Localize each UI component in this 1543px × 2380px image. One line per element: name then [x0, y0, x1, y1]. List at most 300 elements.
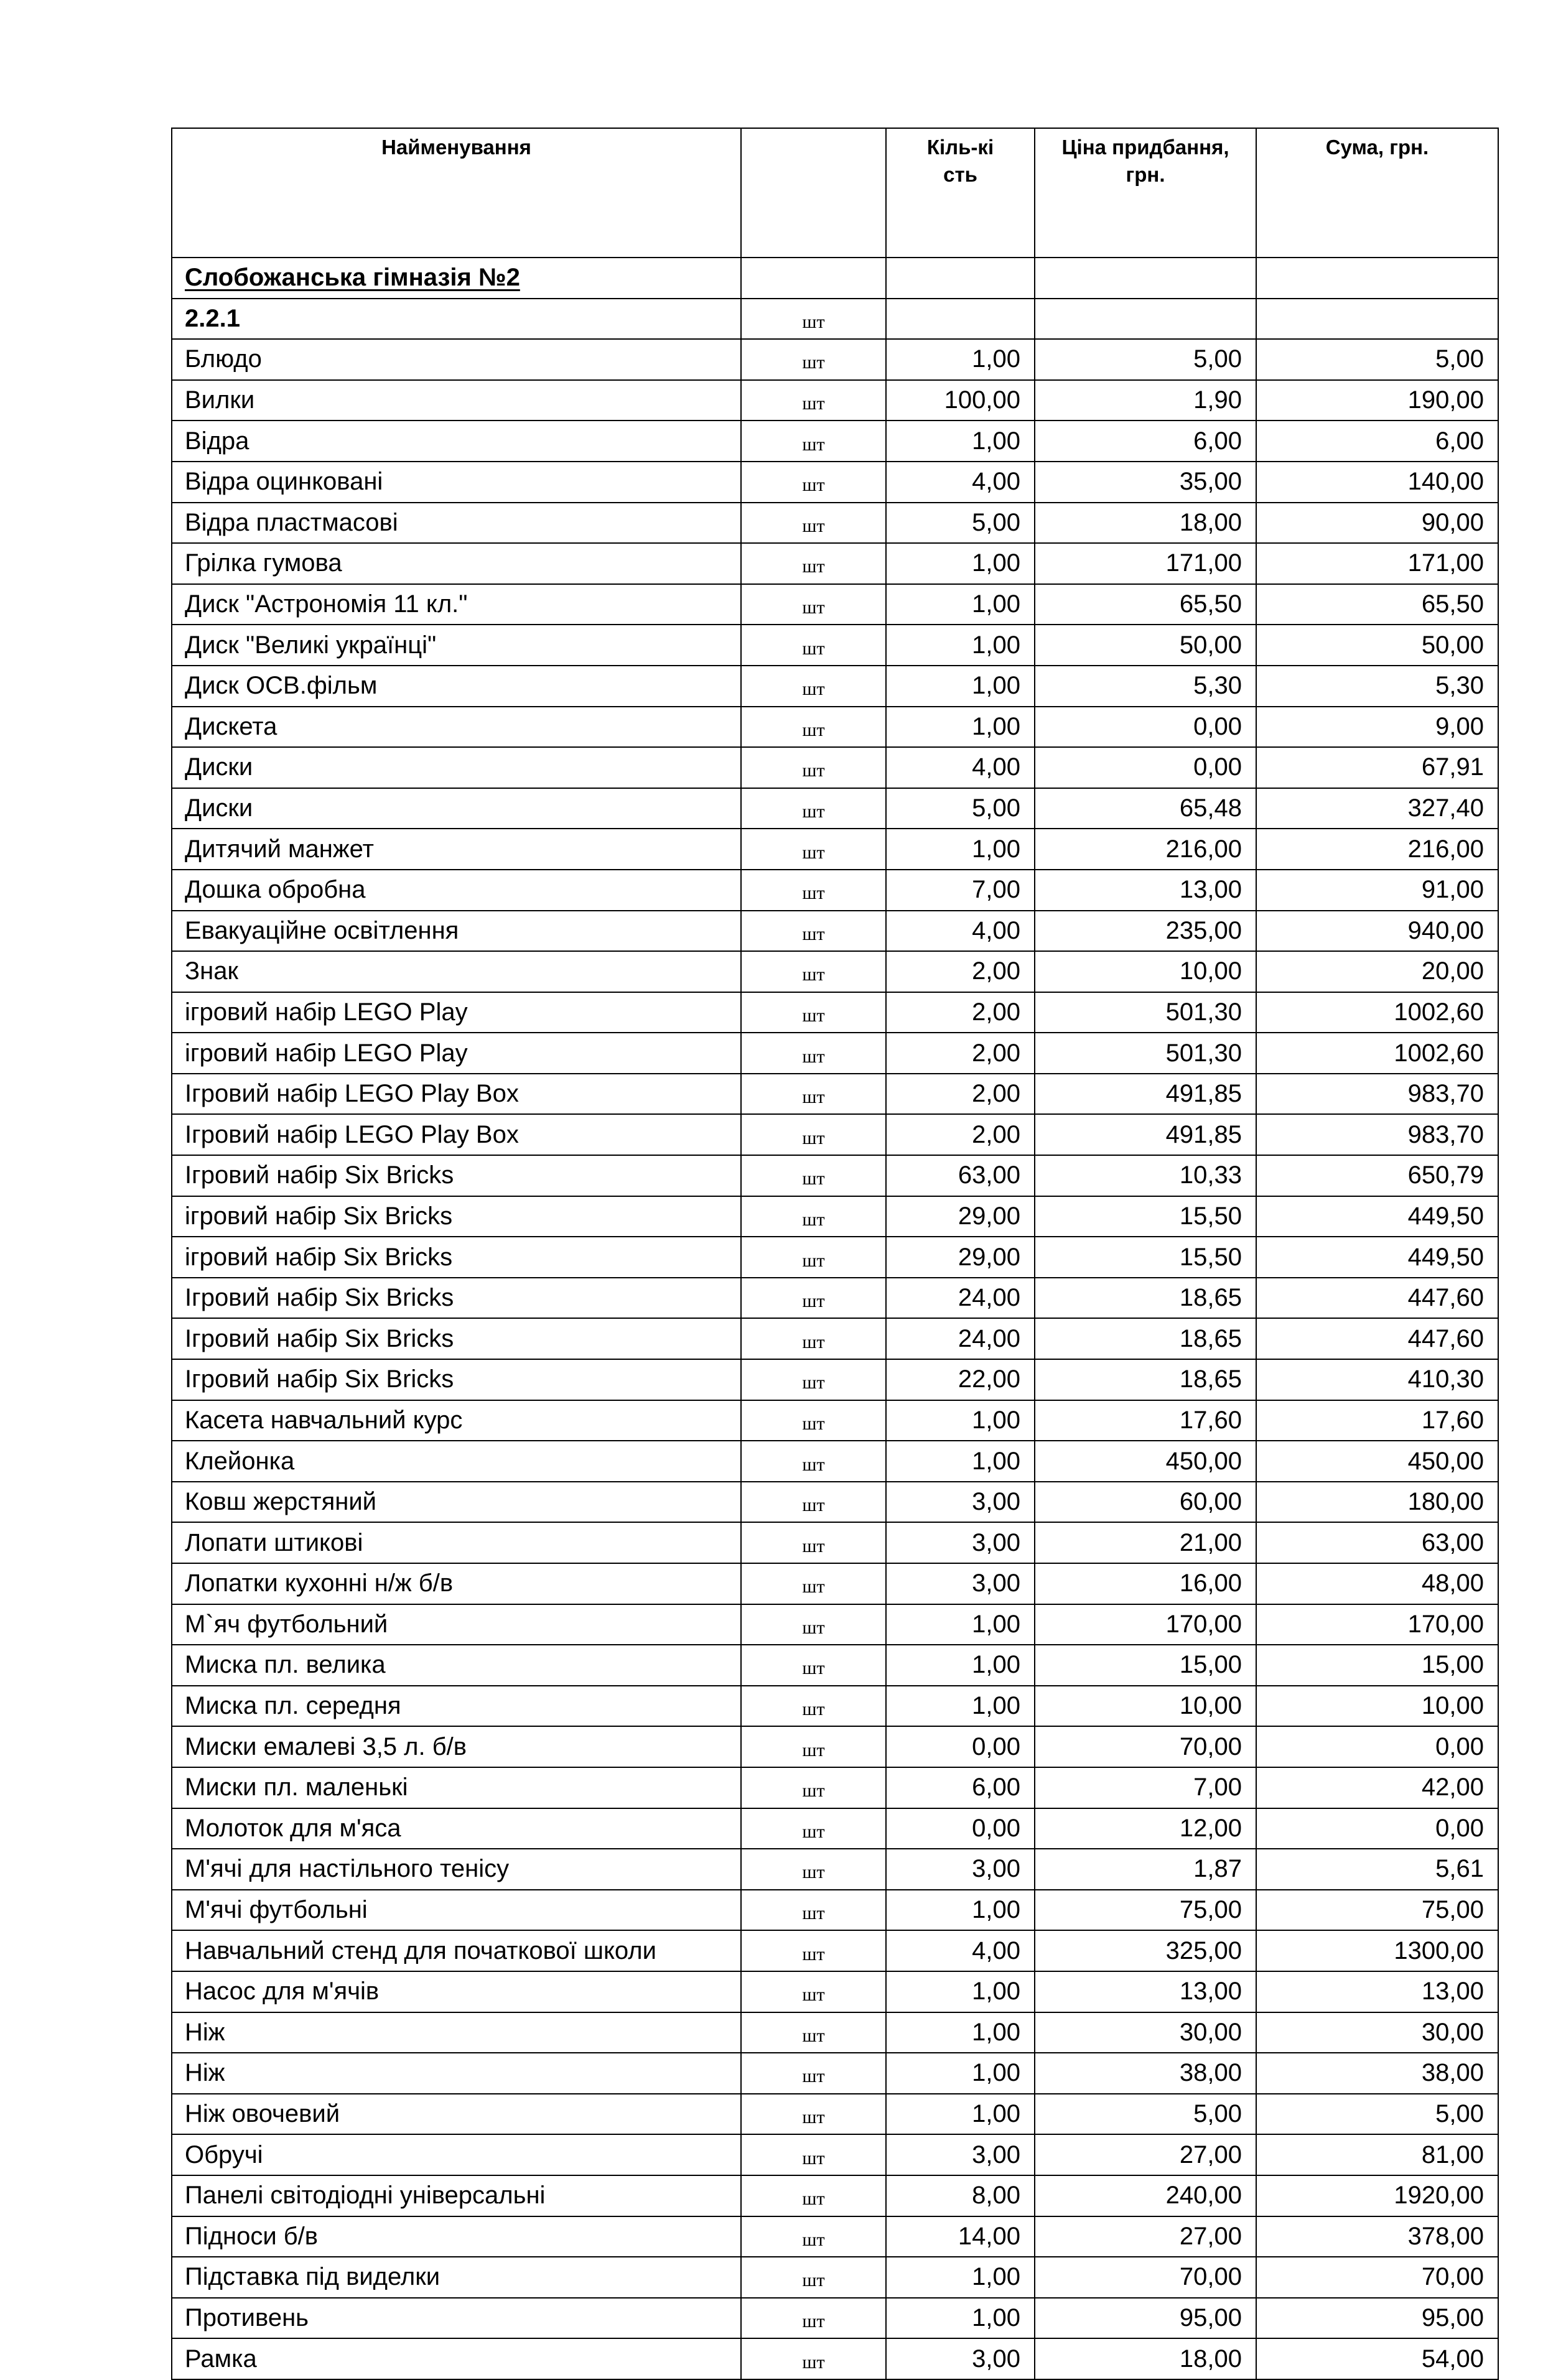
item-quantity: 1,00	[886, 829, 1035, 870]
item-unit: шт	[741, 1441, 886, 1482]
item-sum: 410,30	[1256, 1359, 1498, 1400]
item-unit: шт	[741, 1808, 886, 1849]
item-name: М`яч футбольний	[172, 1604, 741, 1645]
item-unit: шт	[741, 1074, 886, 1115]
item-unit: шт	[741, 870, 886, 911]
item-price: 75,00	[1035, 1890, 1256, 1931]
table-row	[172, 1604, 1498, 1645]
item-name: Диск "Астрономія 11 кл."	[172, 584, 741, 625]
school-row	[172, 258, 1498, 299]
item-quantity: 1,00	[886, 1971, 1035, 2012]
table-row	[172, 1522, 1498, 1563]
item-quantity: 3,00	[886, 2134, 1035, 2175]
inventory-table	[171, 128, 1499, 2380]
item-sum: 48,00	[1256, 1563, 1498, 1604]
item-unit: шт	[741, 625, 886, 666]
item-name: Евакуаційне освітлення	[172, 911, 741, 952]
item-quantity: 1,00	[886, 1645, 1035, 1686]
item-sum: 0,00	[1256, 1808, 1498, 1849]
table-row	[172, 1441, 1498, 1482]
item-price: 6,00	[1035, 421, 1256, 462]
table-row	[172, 584, 1498, 625]
item-name: Відра оцинковані	[172, 462, 741, 503]
item-sum: 940,00	[1256, 911, 1498, 952]
item-sum: 180,00	[1256, 1482, 1498, 1523]
item-quantity: 1,00	[886, 2053, 1035, 2094]
item-name: Грілка гумова	[172, 543, 741, 584]
item-sum: 5,00	[1256, 2094, 1498, 2135]
item-unit: шт	[741, 1563, 886, 1604]
item-price: 325,00	[1035, 1930, 1256, 1971]
item-price: 21,00	[1035, 1522, 1256, 1563]
item-name: Блюдо	[172, 339, 741, 380]
table-row	[172, 625, 1498, 666]
item-quantity: 3,00	[886, 2338, 1035, 2379]
item-price: 7,00	[1035, 1767, 1256, 1808]
item-unit: шт	[741, 543, 886, 584]
table-row	[172, 992, 1498, 1033]
item-name: Ніж	[172, 2053, 741, 2094]
item-sum: 0,00	[1256, 1726, 1498, 1767]
item-sum: 38,00	[1256, 2053, 1498, 2094]
table-row	[172, 503, 1498, 544]
item-quantity: 4,00	[886, 462, 1035, 503]
item-unit: шт	[741, 829, 886, 870]
item-price: 30,00	[1035, 2012, 1256, 2053]
item-name: Миски пл. маленькі	[172, 1767, 741, 1808]
item-unit: шт	[741, 2053, 886, 2094]
group-row	[172, 299, 1498, 340]
item-price: 491,85	[1035, 1114, 1256, 1155]
item-sum: 447,60	[1256, 1318, 1498, 1359]
item-quantity: 1,00	[886, 666, 1035, 707]
item-price: 0,00	[1035, 707, 1256, 748]
item-sum: 54,00	[1256, 2338, 1498, 2379]
table-row	[172, 1645, 1498, 1686]
table-row	[172, 1971, 1498, 2012]
table-row	[172, 829, 1498, 870]
table-row	[172, 1400, 1498, 1441]
item-price: 10,33	[1035, 1155, 1256, 1196]
item-unit: шт	[741, 2012, 886, 2053]
item-quantity: 2,00	[886, 1074, 1035, 1115]
item-name: Навчальний стенд для початкової школи	[172, 1930, 741, 1971]
item-sum: 81,00	[1256, 2134, 1498, 2175]
item-unit: шт	[741, 1482, 886, 1523]
item-sum: 50,00	[1256, 625, 1498, 666]
item-name: Клейонка	[172, 1441, 741, 1482]
item-quantity: 24,00	[886, 1278, 1035, 1319]
table-row	[172, 1359, 1498, 1400]
group-sum	[1256, 299, 1498, 340]
item-price: 501,30	[1035, 992, 1256, 1033]
item-price: 18,00	[1035, 503, 1256, 544]
item-name: Панелі світодіодні універсальні	[172, 2175, 741, 2216]
table-row	[172, 1196, 1498, 1237]
item-quantity: 29,00	[886, 1196, 1035, 1237]
item-quantity: 1,00	[886, 1686, 1035, 1727]
header-quantity-label: Кіль-кість	[926, 136, 994, 186]
item-price: 65,48	[1035, 788, 1256, 829]
item-unit: шт	[741, 911, 886, 952]
item-price: 18,00	[1035, 2338, 1256, 2379]
item-unit: шт	[741, 1767, 886, 1808]
table-row	[172, 421, 1498, 462]
group-unit: шт	[741, 299, 886, 340]
school-unit	[741, 258, 886, 299]
item-quantity: 1,00	[886, 2257, 1035, 2298]
item-quantity: 1,00	[886, 543, 1035, 584]
item-name: Обручі	[172, 2134, 741, 2175]
item-price: 18,65	[1035, 1359, 1256, 1400]
item-price: 12,00	[1035, 1808, 1256, 1849]
item-sum: 10,00	[1256, 1686, 1498, 1727]
item-sum: 5,00	[1256, 339, 1498, 380]
item-name: Ігровий набір Six Bricks	[172, 1278, 741, 1319]
header-price-label: Ціна придбання, грн.	[1061, 136, 1229, 186]
item-price: 17,60	[1035, 1400, 1256, 1441]
item-unit: шт	[741, 992, 886, 1033]
item-name: Дискета	[172, 707, 741, 748]
item-quantity: 3,00	[886, 1849, 1035, 1890]
item-price: 0,00	[1035, 747, 1256, 788]
item-quantity: 1,00	[886, 2094, 1035, 2135]
item-sum: 449,50	[1256, 1196, 1498, 1237]
item-price: 1,90	[1035, 380, 1256, 421]
item-sum: 190,00	[1256, 380, 1498, 421]
group-qty	[886, 299, 1035, 340]
item-quantity: 1,00	[886, 1400, 1035, 1441]
item-sum: 1300,00	[1256, 1930, 1498, 1971]
item-price: 501,30	[1035, 1033, 1256, 1074]
item-sum: 20,00	[1256, 951, 1498, 992]
item-price: 15,50	[1035, 1196, 1256, 1237]
table-row	[172, 1033, 1498, 1074]
item-price: 13,00	[1035, 1971, 1256, 2012]
item-unit: шт	[741, 1726, 886, 1767]
item-name: Миска пл. середня	[172, 1686, 741, 1727]
item-price: 35,00	[1035, 462, 1256, 503]
item-unit: шт	[741, 2094, 886, 2135]
item-sum: 983,70	[1256, 1114, 1498, 1155]
item-unit: шт	[741, 2257, 886, 2298]
item-price: 65,50	[1035, 584, 1256, 625]
item-sum: 17,60	[1256, 1400, 1498, 1441]
school-sum	[1256, 258, 1498, 299]
item-name: Ніж	[172, 2012, 741, 2053]
item-quantity: 4,00	[886, 911, 1035, 952]
item-unit: шт	[741, 788, 886, 829]
item-quantity: 1,00	[886, 625, 1035, 666]
item-sum: 5,30	[1256, 666, 1498, 707]
table-row	[172, 1114, 1498, 1155]
table-row	[172, 1890, 1498, 1931]
item-name: Молоток для м'яса	[172, 1808, 741, 1849]
item-quantity: 1,00	[886, 2012, 1035, 2053]
item-unit: шт	[741, 951, 886, 992]
item-sum: 65,50	[1256, 584, 1498, 625]
item-name: Рамка	[172, 2338, 741, 2379]
item-name: Диски	[172, 788, 741, 829]
item-quantity: 1,00	[886, 1890, 1035, 1931]
table-row	[172, 2134, 1498, 2175]
item-quantity: 1,00	[886, 2298, 1035, 2339]
item-quantity: 6,00	[886, 1767, 1035, 1808]
item-unit: шт	[741, 1849, 886, 1890]
item-sum: 170,00	[1256, 1604, 1498, 1645]
item-unit: шт	[741, 421, 886, 462]
item-quantity: 2,00	[886, 1033, 1035, 1074]
table-row	[172, 870, 1498, 911]
item-sum: 75,00	[1256, 1890, 1498, 1931]
item-name: Знак	[172, 951, 741, 992]
item-name: Миски емалеві 3,5 л. б/в	[172, 1726, 741, 1767]
item-sum: 13,00	[1256, 1971, 1498, 2012]
item-quantity: 0,00	[886, 1808, 1035, 1849]
school-price	[1035, 258, 1256, 299]
item-sum: 63,00	[1256, 1522, 1498, 1563]
item-name: Ігровий набір Six Bricks	[172, 1318, 741, 1359]
item-price: 170,00	[1035, 1604, 1256, 1645]
table-row	[172, 2094, 1498, 2135]
item-sum: 5,61	[1256, 1849, 1498, 1890]
item-quantity: 5,00	[886, 503, 1035, 544]
item-unit: шт	[741, 1114, 886, 1155]
item-unit: шт	[741, 1645, 886, 1686]
item-price: 27,00	[1035, 2216, 1256, 2257]
item-name: ігровий набір LEGO Play	[172, 992, 741, 1033]
item-name: Ігровий набір LEGO Play Box	[172, 1074, 741, 1115]
item-price: 5,00	[1035, 2094, 1256, 2135]
item-quantity: 22,00	[886, 1359, 1035, 1400]
item-name: М'ячі футбольні	[172, 1890, 741, 1931]
item-quantity: 1,00	[886, 339, 1035, 380]
item-unit: шт	[741, 2134, 886, 2175]
school-qty	[886, 258, 1035, 299]
table-row	[172, 1686, 1498, 1727]
item-sum: 983,70	[1256, 1074, 1498, 1115]
item-name: Диск "Великі українці"	[172, 625, 741, 666]
table-row	[172, 2053, 1498, 2094]
item-unit: шт	[741, 1359, 886, 1400]
item-price: 5,30	[1035, 666, 1256, 707]
item-sum: 90,00	[1256, 503, 1498, 544]
item-sum: 1002,60	[1256, 992, 1498, 1033]
item-name: Лопати штикові	[172, 1522, 741, 1563]
item-quantity: 2,00	[886, 1114, 1035, 1155]
item-sum: 447,60	[1256, 1278, 1498, 1319]
item-quantity: 7,00	[886, 870, 1035, 911]
item-price: 450,00	[1035, 1441, 1256, 1482]
item-quantity: 2,00	[886, 992, 1035, 1033]
table-row	[172, 2216, 1498, 2257]
item-name: Підноси б/в	[172, 2216, 741, 2257]
item-name: Диск ОСВ.фільм	[172, 666, 741, 707]
item-quantity: 8,00	[886, 2175, 1035, 2216]
item-price: 27,00	[1035, 2134, 1256, 2175]
group-price	[1035, 299, 1256, 340]
item-name: Ковш жерстяний	[172, 1482, 741, 1523]
item-unit: шт	[741, 2216, 886, 2257]
item-name: Насос для м'ячів	[172, 1971, 741, 2012]
item-name: Противень	[172, 2298, 741, 2339]
item-sum: 378,00	[1256, 2216, 1498, 2257]
item-price: 16,00	[1035, 1563, 1256, 1604]
header-unit	[741, 128, 886, 258]
item-name: ігровий набір LEGO Play	[172, 1033, 741, 1074]
item-quantity: 2,00	[886, 951, 1035, 992]
item-quantity: 1,00	[886, 421, 1035, 462]
table-row	[172, 788, 1498, 829]
table-row	[172, 1278, 1498, 1319]
item-name: Лопатки кухонні н/ж б/в	[172, 1563, 741, 1604]
item-name: Ніж овочевий	[172, 2094, 741, 2135]
item-sum: 91,00	[1256, 870, 1498, 911]
item-quantity: 3,00	[886, 1563, 1035, 1604]
item-name: Вилки	[172, 380, 741, 421]
item-quantity: 3,00	[886, 1482, 1035, 1523]
item-unit: шт	[741, 1318, 886, 1359]
item-price: 240,00	[1035, 2175, 1256, 2216]
group-code: 2.2.1	[172, 299, 741, 340]
item-unit: шт	[741, 1686, 886, 1727]
item-sum: 70,00	[1256, 2257, 1498, 2298]
table-row	[172, 1767, 1498, 1808]
item-unit: шт	[741, 1196, 886, 1237]
item-quantity: 5,00	[886, 788, 1035, 829]
item-name: М'ячі для настільного тенісу	[172, 1849, 741, 1890]
item-unit: шт	[741, 339, 886, 380]
table-row	[172, 1930, 1498, 1971]
item-unit: шт	[741, 380, 886, 421]
item-price: 171,00	[1035, 543, 1256, 584]
item-price: 18,65	[1035, 1318, 1256, 1359]
item-price: 70,00	[1035, 2257, 1256, 2298]
header-name: Найменування	[172, 128, 741, 258]
table-row	[172, 707, 1498, 748]
header-price	[1035, 128, 1256, 258]
item-price: 18,65	[1035, 1278, 1256, 1319]
item-price: 15,00	[1035, 1645, 1256, 1686]
item-unit: шт	[741, 747, 886, 788]
item-quantity: 1,00	[886, 1441, 1035, 1482]
table-row	[172, 1237, 1498, 1278]
item-price: 491,85	[1035, 1074, 1256, 1115]
item-sum: 15,00	[1256, 1645, 1498, 1686]
item-price: 95,00	[1035, 2298, 1256, 2339]
table-row	[172, 1482, 1498, 1523]
item-unit: шт	[741, 584, 886, 625]
item-sum: 450,00	[1256, 1441, 1498, 1482]
item-unit: шт	[741, 1522, 886, 1563]
table-row	[172, 1808, 1498, 1849]
table-row	[172, 380, 1498, 421]
item-name: Касета навчальний курс	[172, 1400, 741, 1441]
item-sum: 171,00	[1256, 543, 1498, 584]
item-price: 10,00	[1035, 951, 1256, 992]
item-unit: шт	[741, 2175, 886, 2216]
item-quantity: 4,00	[886, 747, 1035, 788]
item-sum: 216,00	[1256, 829, 1498, 870]
item-quantity: 24,00	[886, 1318, 1035, 1359]
item-quantity: 1,00	[886, 584, 1035, 625]
item-name: Відра	[172, 421, 741, 462]
table-row	[172, 2257, 1498, 2298]
item-quantity: 63,00	[886, 1155, 1035, 1196]
item-name: ігровий набір Six Bricks	[172, 1237, 741, 1278]
table-row	[172, 543, 1498, 584]
item-unit: шт	[741, 1971, 886, 2012]
table-row	[172, 911, 1498, 952]
item-sum: 1920,00	[1256, 2175, 1498, 2216]
table-row	[172, 1318, 1498, 1359]
table-row	[172, 462, 1498, 503]
item-sum: 1002,60	[1256, 1033, 1498, 1074]
item-name: Дитячий манжет	[172, 829, 741, 870]
item-price: 50,00	[1035, 625, 1256, 666]
item-price: 235,00	[1035, 911, 1256, 952]
item-name: Ігровий набір LEGO Play Box	[172, 1114, 741, 1155]
header-quantity	[886, 128, 1035, 258]
item-sum: 67,91	[1256, 747, 1498, 788]
table-body	[172, 258, 1498, 2379]
table-row	[172, 2298, 1498, 2339]
item-quantity: 0,00	[886, 1726, 1035, 1767]
item-name: ігровий набір Six Bricks	[172, 1196, 741, 1237]
item-quantity: 4,00	[886, 1930, 1035, 1971]
item-price: 15,50	[1035, 1237, 1256, 1278]
table-row	[172, 1563, 1498, 1604]
item-unit: шт	[741, 1155, 886, 1196]
table-row	[172, 1155, 1498, 1196]
item-unit: шт	[741, 503, 886, 544]
table-row	[172, 747, 1498, 788]
item-sum: 95,00	[1256, 2298, 1498, 2339]
item-unit: шт	[741, 1890, 886, 1931]
item-name: Дошка обробна	[172, 870, 741, 911]
table-header-row	[172, 128, 1498, 258]
table-row	[172, 2012, 1498, 2053]
item-name: Підставка під виделки	[172, 2257, 741, 2298]
item-quantity: 14,00	[886, 2216, 1035, 2257]
item-price: 10,00	[1035, 1686, 1256, 1727]
item-sum: 9,00	[1256, 707, 1498, 748]
item-quantity: 3,00	[886, 1522, 1035, 1563]
item-unit: шт	[741, 462, 886, 503]
item-unit: шт	[741, 1033, 886, 1074]
table-row	[172, 339, 1498, 380]
item-unit: шт	[741, 2338, 886, 2379]
item-sum: 327,40	[1256, 788, 1498, 829]
table-row	[172, 1726, 1498, 1767]
table-row	[172, 666, 1498, 707]
item-price: 216,00	[1035, 829, 1256, 870]
item-unit: шт	[741, 707, 886, 748]
item-sum: 30,00	[1256, 2012, 1498, 2053]
item-unit: шт	[741, 1278, 886, 1319]
item-price: 38,00	[1035, 2053, 1256, 2094]
item-sum: 42,00	[1256, 1767, 1498, 1808]
item-sum: 140,00	[1256, 462, 1498, 503]
school-name: Слобожанська гімназія №2	[172, 258, 741, 299]
item-sum: 6,00	[1256, 421, 1498, 462]
table-row	[172, 951, 1498, 992]
item-quantity: 1,00	[886, 1604, 1035, 1645]
item-unit: шт	[741, 1400, 886, 1441]
table-row	[172, 1074, 1498, 1115]
item-name: Миска пл. велика	[172, 1645, 741, 1686]
item-price: 60,00	[1035, 1482, 1256, 1523]
